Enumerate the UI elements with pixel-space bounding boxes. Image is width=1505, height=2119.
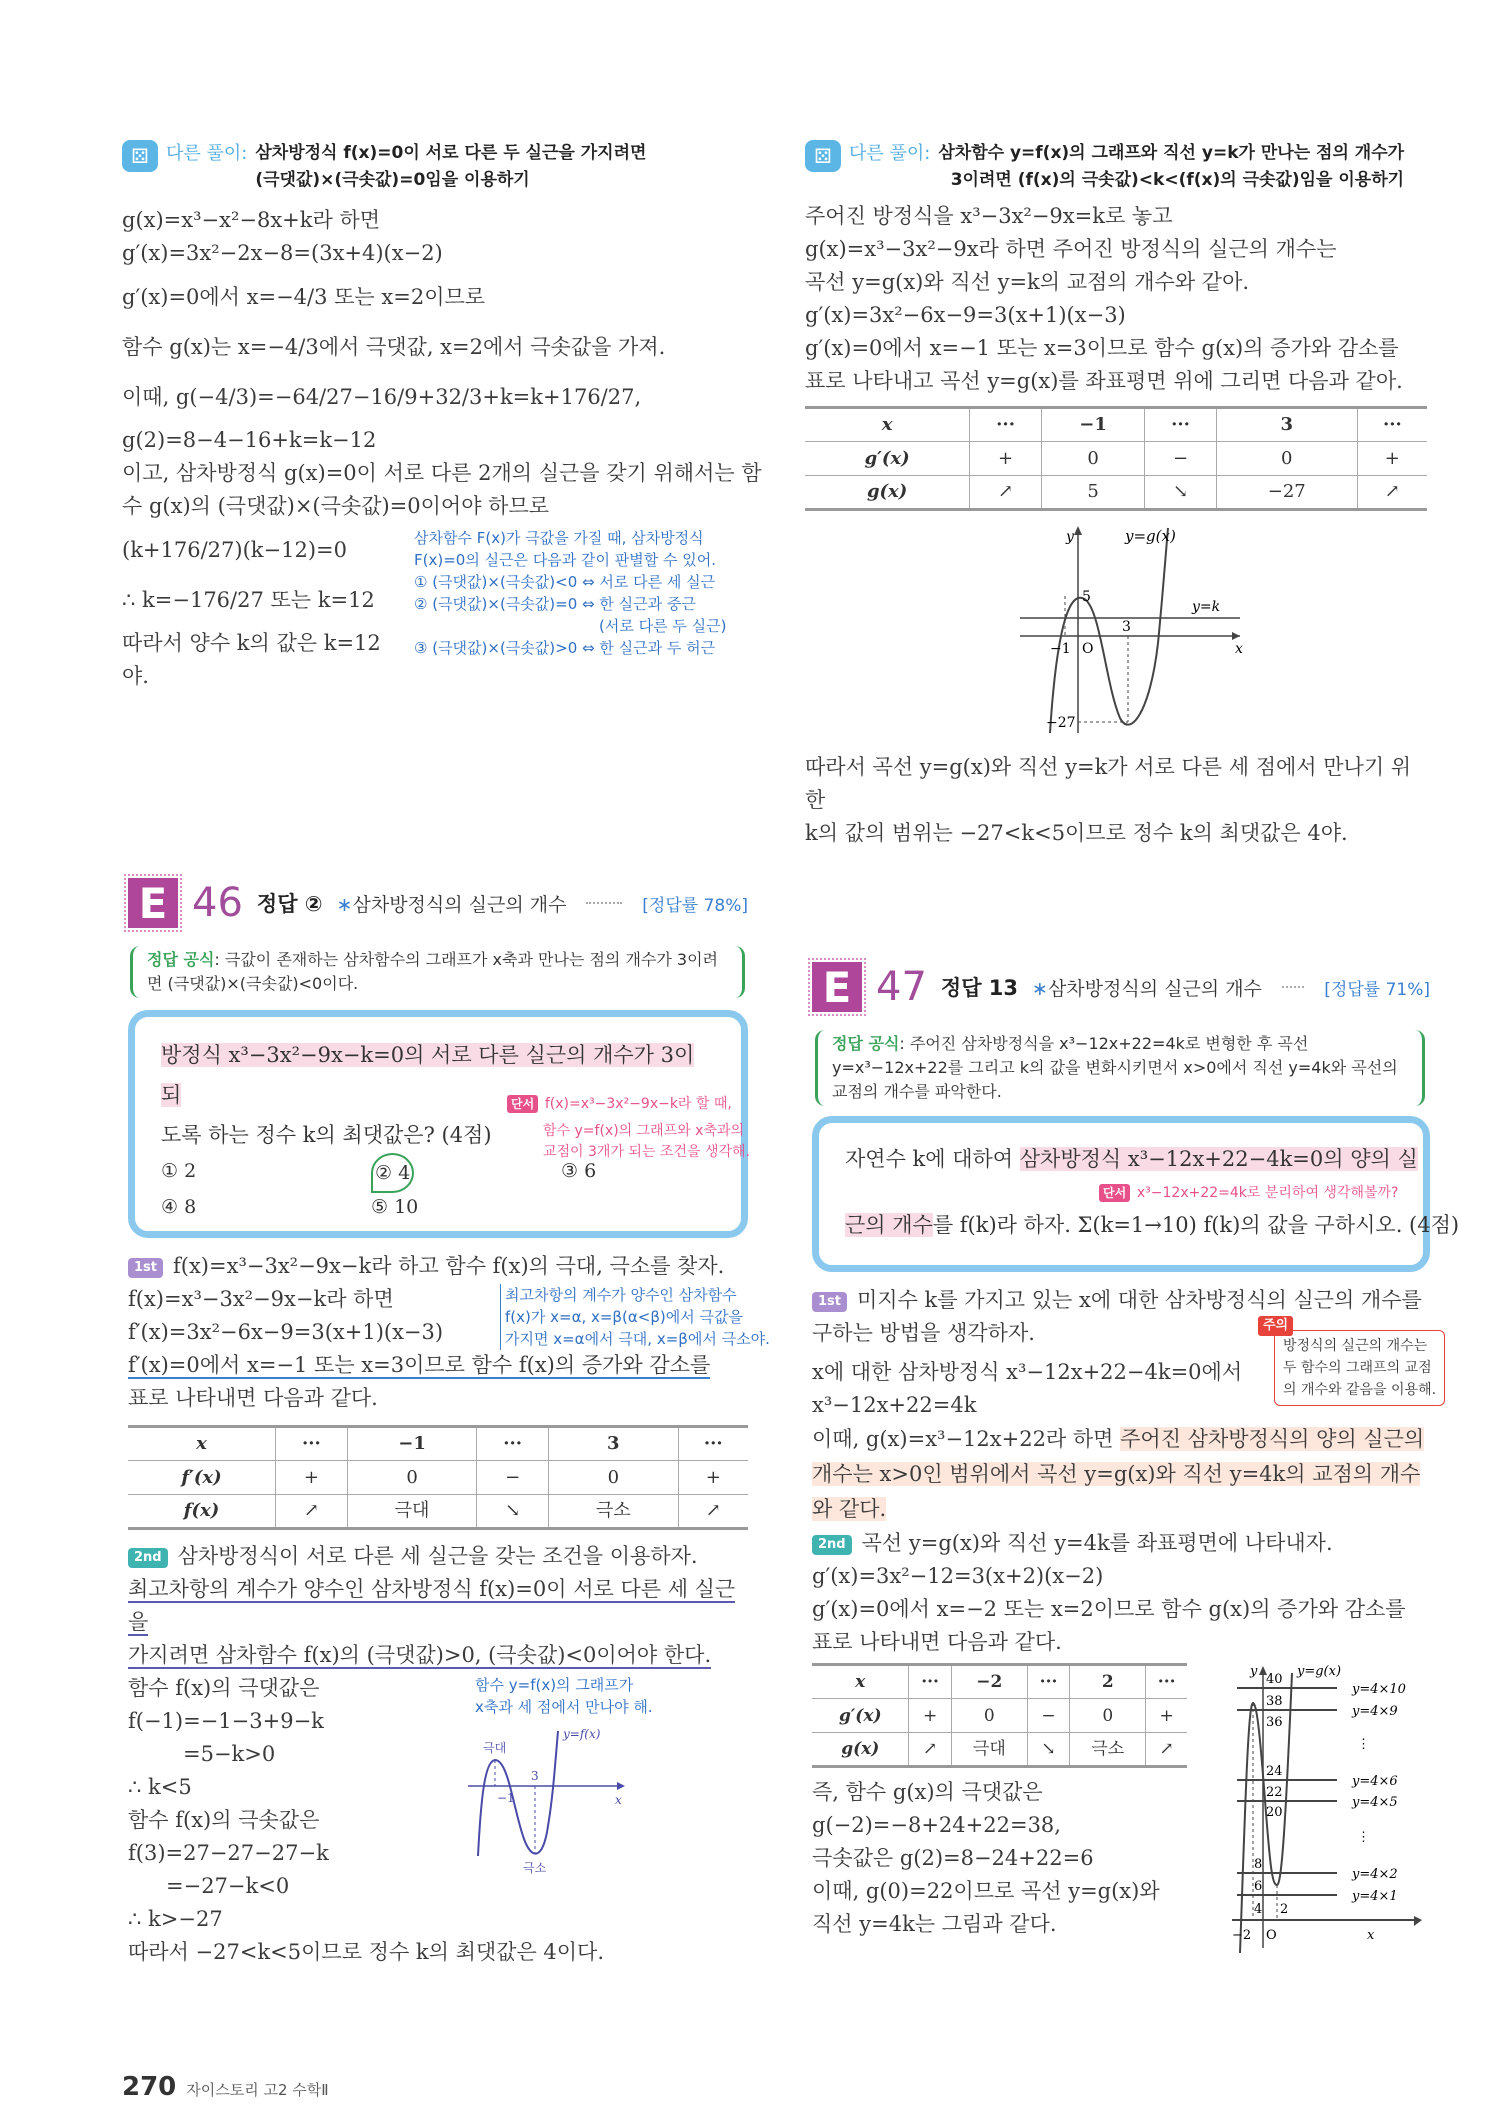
math-line: k의 값의 범위는 −27<k<5이므로 정수 k의 최댓값은 4야. xyxy=(805,821,1348,845)
x-arrow-icon xyxy=(1414,1916,1422,1926)
dotted-leader xyxy=(1282,986,1304,988)
line-label: y=4×2 xyxy=(1352,1867,1398,1882)
line-label: y=4×9 xyxy=(1352,1704,1398,1719)
cell: 0 xyxy=(1070,1699,1146,1733)
math-line: 즉, 함수 g(x)의 극댓값은 xyxy=(812,1780,1043,1804)
cell: ··· xyxy=(1357,408,1427,442)
math-line: 함수 f(x)의 극댓값은 xyxy=(128,1676,320,1700)
variation-table-alt2 xyxy=(805,406,1427,511)
cell: x xyxy=(881,414,893,435)
choice-1[interactable]: ① 2 xyxy=(161,1160,197,1182)
min-label: 극소 xyxy=(523,1861,547,1875)
curve-label: y=g(x) xyxy=(1297,1664,1342,1679)
step-badge: 2nd xyxy=(128,1548,168,1568)
math-line: 따라서 양수 k의 값은 k=12야. xyxy=(122,631,381,688)
curve-label: y=f(x) xyxy=(563,1727,601,1741)
hint-badge: 단서 xyxy=(1099,1184,1130,1202)
q47-step1 xyxy=(812,1284,1437,1527)
math-line: ∴ k<5 xyxy=(128,1775,192,1799)
formula-text: : 주어진 삼차방정식을 x³−12x+22=4k로 변형한 후 곡선 y=x³−12x+22를 그리고 k의 값을 변화시키면서 x>0에서 직선 y=4k와 곡선의 교점의 개수를 파악한다. xyxy=(832,1034,1398,1101)
max-label: 극대 xyxy=(483,1741,507,1755)
caution-text: 의 개수와 같음을 이용해. xyxy=(1283,1382,1437,1398)
cell: + xyxy=(909,1699,951,1733)
cell: ↗ xyxy=(276,1495,348,1529)
origin: O xyxy=(1266,1928,1277,1943)
graph-f-q46 xyxy=(463,1726,633,1876)
cell: g(x) xyxy=(805,476,970,510)
y-label: y xyxy=(1066,529,1074,545)
line-label: y=4×10 xyxy=(1352,1682,1406,1697)
math-line: 수 g(x)의 (극댓값)×(극솟값)=0이어야 하므로 xyxy=(122,494,550,518)
q47-solution xyxy=(812,1284,1437,1953)
choice-4[interactable]: ④ 8 xyxy=(161,1196,197,1218)
curve-g xyxy=(1050,528,1168,733)
alt-title: 삼차방정식 f(x)=0이 서로 다른 두 실근을 가지려면 xyxy=(255,143,647,163)
math-line: g(x)=x³−x²−8x+k라 하면 xyxy=(122,208,381,232)
cell: ↗ xyxy=(909,1733,951,1767)
line-label: y=4×5 xyxy=(1352,1795,1398,1810)
alt-title: (극댓값)×(극솟값)=0임을 이용하기 xyxy=(255,170,530,190)
choice-3[interactable]: ③ 6 xyxy=(561,1160,597,1182)
caution-badge: 주의 xyxy=(1258,1316,1293,1336)
q46-solution xyxy=(128,1250,770,1969)
question-text: 삼차방정식 x³−12x+22−4k=0의 양의 실 xyxy=(1019,1147,1418,1171)
cell: ↗ xyxy=(970,476,1042,510)
cell: 극대 xyxy=(951,1733,1027,1767)
math-line: 직선 y=4k는 그림과 같다. xyxy=(812,1912,1057,1936)
cell: f′(x) xyxy=(128,1461,276,1495)
alt-label: 다른 풀이: xyxy=(166,143,248,164)
tick: 40 xyxy=(1266,1672,1283,1687)
x-label: x xyxy=(1235,641,1243,657)
note-line: 삼차함수 F(x)가 극값을 가질 때, 삼차방정식 xyxy=(414,529,704,547)
q46-step1 xyxy=(128,1250,770,1415)
cell: ↘ xyxy=(477,1495,549,1529)
step-title: 삼차방정식이 서로 다른 세 실근을 갖는 조건을 이용하자. xyxy=(177,1544,698,1568)
cell: ··· xyxy=(1027,1665,1069,1699)
formula-label: 정답 공식 xyxy=(147,950,215,969)
step-badge: 1st xyxy=(812,1292,847,1312)
step-badge: 1st xyxy=(128,1258,163,1278)
math-line: f(−1)=−1−3+9−k xyxy=(128,1709,324,1733)
x-arrow-icon xyxy=(1232,632,1240,640)
q46-question-box xyxy=(128,1010,748,1238)
ellipsis: ⋮ xyxy=(1357,1830,1370,1845)
cell: 0 xyxy=(1216,442,1357,476)
q46-formula xyxy=(130,946,745,998)
math-line: 이때, g(0)=22이므로 곡선 y=g(x)와 xyxy=(812,1879,1160,1903)
math-line: 최고차항의 계수가 양수인 삼차방정식 f(x)=0이 서로 다른 세 실근을 xyxy=(128,1577,736,1634)
math-line: 주어진 방정식을 x³−3x²−9x=k로 놓고 xyxy=(805,204,1173,228)
cell: ··· xyxy=(678,1427,748,1461)
math-line: 함수 g(x)는 x=−4/3에서 극댓값, x=2에서 극솟값을 가져. xyxy=(122,335,666,359)
math-line: 표로 나타내고 곡선 y=g(x)를 좌표평면 위에 그리면 다음과 같아. xyxy=(805,369,1403,393)
cell: −27 xyxy=(1216,476,1357,510)
tick: −2 xyxy=(1232,1928,1252,1943)
question-text: 자연수 k에 대하여 xyxy=(845,1147,1020,1171)
math-line: g(−2)=−8+24+22=38, xyxy=(812,1813,1061,1837)
math-line: 따라서 곡선 y=g(x)와 직선 y=k가 서로 다른 세 점에서 만나기 위한 xyxy=(805,755,1412,812)
q46-header: E 46 정답 ② ∗삼차방정식의 실근의 개수 [정답률 78%] xyxy=(128,878,748,928)
note-line: f(x)가 x=α, x=β(α<β)에서 극값을 xyxy=(505,1308,743,1326)
cell: 0 xyxy=(1041,442,1144,476)
q46-graph-group xyxy=(453,1674,753,1876)
q47-question-box xyxy=(812,1116,1460,1272)
math-line: x에 대한 삼차방정식 x³−12x+22−4k=0에서 xyxy=(812,1360,1243,1384)
line-label: y=4×6 xyxy=(1352,1774,1398,1789)
alt-body-tail xyxy=(122,527,762,693)
page-number: 270 xyxy=(122,2072,177,2102)
x-label: x xyxy=(1367,1928,1375,1943)
cell: 5 xyxy=(1041,476,1144,510)
tick-3: 3 xyxy=(1122,619,1131,635)
note-line: ② (극댓값)×(극솟값)=0 ⇔ 한 실근과 중근 xyxy=(414,595,696,613)
note-line: (서로 다른 두 실근) xyxy=(599,617,727,635)
math-line: g(2)=8−4−16+k=k−12 xyxy=(122,428,377,452)
q46-step2 xyxy=(128,1540,753,1969)
math-line: ∴ k=−176/27 또는 k=12 xyxy=(122,588,375,612)
highlighted-text: 주어진 삼차방정식의 양의 실근의 개수는 x>0인 범위에서 곡선 y=g(x)와 직선 y=4k의 교점의 개수와 같다. xyxy=(812,1427,1425,1521)
cell: 극소 xyxy=(1070,1733,1146,1767)
dotted-leader xyxy=(586,902,622,904)
math-line: g′(x)=3x²−2x−8=(3x+4)(x−2) xyxy=(122,241,443,265)
q47-table-graph-row xyxy=(812,1663,1434,1953)
topic: 삼차방정식의 실근의 개수 xyxy=(352,893,567,916)
correct-rate: [정답률 71%] xyxy=(1324,979,1430,1000)
graph-g-alt2 xyxy=(1010,523,1350,743)
tick-3: 3 xyxy=(531,1769,539,1783)
q47-left xyxy=(812,1663,1192,1953)
cell: ↗ xyxy=(1146,1733,1187,1767)
cell: 3 xyxy=(1216,408,1357,442)
tick: 36 xyxy=(1266,1715,1283,1730)
math-line: f′(x)=0에서 x=−1 또는 x=3이므로 함수 f(x)의 증가와 감소를 xyxy=(128,1353,711,1377)
q47-header: E 47 정답 13 ∗삼차방정식의 실근의 개수 [정답률 71%] xyxy=(812,962,1430,1012)
caution-text: 방정식의 실근의 개수는 xyxy=(1283,1338,1428,1354)
cell: + xyxy=(678,1461,748,1495)
cell: 2 xyxy=(1070,1665,1146,1699)
tick: 6 xyxy=(1254,1879,1263,1894)
cell: 0 xyxy=(347,1461,477,1495)
math-line: f(x)=x³−3x²−9x−k라 하면 xyxy=(128,1287,394,1311)
math-line: g′(x)=0에서 x=−1 또는 x=3이므로 함수 g(x)의 증가와 감소를 xyxy=(805,336,1399,360)
cell: 극소 xyxy=(549,1495,679,1529)
correct-rate: [정답률 78%] xyxy=(642,895,748,916)
y-label: y xyxy=(1250,1664,1258,1679)
question-text: 방정식 x³−3x²−9x−k=0의 서로 다른 실근의 개수가 3이 되 xyxy=(161,1043,695,1107)
note-line: F(x)=0의 실근은 다음과 같이 판별할 수 있어. xyxy=(414,551,717,569)
note-line: 가지면 x=α에서 극대, x=β에서 극소야. xyxy=(505,1330,770,1348)
math-line: =−27−k<0 xyxy=(166,1874,290,1898)
section-badge: E xyxy=(812,962,862,1012)
tick-neg1: −1 xyxy=(497,1791,515,1805)
q46-hint xyxy=(507,1081,750,1163)
alt-title: 삼차함수 y=f(x)의 그래프와 직선 y=k가 만나는 점의 개수가 xyxy=(938,143,1405,163)
cell: + xyxy=(970,442,1042,476)
question-text: 근의 개수 xyxy=(845,1213,933,1237)
cell: f(x) xyxy=(128,1495,276,1529)
math-line: 이때, g(−4/3)=−64/27−16/9+32/3+k=k+176/27, xyxy=(122,385,642,409)
q47-formula xyxy=(815,1030,1425,1106)
curve-label: y=g(x) xyxy=(1125,527,1176,545)
note-extrema xyxy=(500,1284,770,1350)
math-line: =5−k>0 xyxy=(183,1742,276,1766)
math-line: ∴ k>−27 xyxy=(128,1907,223,1931)
cell: x xyxy=(196,1433,207,1454)
math-line: g(x)=x³−3x²−9x라 하면 주어진 방정식의 실근의 개수는 xyxy=(805,237,1337,261)
variation-table-q46 xyxy=(128,1425,748,1530)
question-text: 도록 하는 정수 k의 최댓값은? (4점) xyxy=(161,1123,492,1147)
graph-g-q47 xyxy=(1152,1663,1442,1953)
cell: ··· xyxy=(276,1427,348,1461)
alt-solution-2 xyxy=(805,140,1430,850)
choice-2-selected[interactable]: ② 4 xyxy=(371,1153,414,1193)
origin: O xyxy=(1082,641,1094,657)
math-line: g′(x)=3x²−6x−9=3(x+1)(x−3) xyxy=(805,303,1126,327)
tick-neg27: −27 xyxy=(1046,715,1076,731)
q47-step2-after xyxy=(812,1776,1192,1941)
note-discriminant xyxy=(414,527,726,659)
cell: + xyxy=(1146,1699,1187,1733)
y-arrow-icon xyxy=(1074,526,1082,535)
cell: ··· xyxy=(1146,1665,1187,1699)
math-line: 함수 f(x)의 극솟값은 xyxy=(128,1808,320,1832)
tick-5: 5 xyxy=(1082,589,1091,605)
variation-table-q47 xyxy=(812,1663,1187,1768)
page-footer xyxy=(122,2072,329,2102)
caution-callout xyxy=(1263,1318,1445,1406)
cell: 3 xyxy=(549,1427,679,1461)
book-title: 자이스토리 고2 수학Ⅱ xyxy=(186,2081,329,2099)
alt-solution-1 xyxy=(122,140,762,693)
cell: − xyxy=(1027,1699,1069,1733)
topic: 삼차방정식의 실근의 개수 xyxy=(1047,977,1262,1000)
dice-icon: ⚄ xyxy=(805,140,841,172)
math-line: x³−12x+22=4k xyxy=(812,1393,977,1417)
answer: 정답 ② xyxy=(256,892,323,916)
note-line: ① (극댓값)×(극솟값)<0 ⇔ 서로 다른 세 실근 xyxy=(414,573,716,591)
cell: ··· xyxy=(909,1665,951,1699)
step-title: f(x)=x³−3x²−9x−k라 하고 함수 f(x)의 극대, 극소를 찾자. xyxy=(173,1254,725,1278)
note-line: 최고차항의 계수가 양수인 삼차함수 xyxy=(505,1286,737,1304)
math-line: 이고, 삼차방정식 g(x)=0이 서로 다른 2개의 실근을 갖기 위해서는 함 xyxy=(122,461,762,485)
q47-step2 xyxy=(812,1527,1434,1659)
cell: −1 xyxy=(1041,408,1144,442)
cell: g′(x) xyxy=(812,1699,909,1733)
math-line: (k+176/27)(k−12)=0 xyxy=(122,538,347,562)
hint-text: f(x)=x³−3x²−9x−k라 할 때, xyxy=(544,1096,732,1112)
tick: 8 xyxy=(1254,1857,1263,1872)
caution-text: 두 함수의 그래프의 교점 xyxy=(1283,1360,1432,1376)
cell: g′(x) xyxy=(805,442,970,476)
answer: 정답 13 xyxy=(940,976,1019,1000)
step-title: 곡선 y=g(x)와 직선 y=4k를 좌표평면에 나타내자. xyxy=(861,1531,1333,1555)
cell: 0 xyxy=(951,1699,1027,1733)
x-arrow-icon xyxy=(617,1782,625,1790)
hint-badge: 단서 xyxy=(507,1095,538,1113)
alt-label: 다른 풀이: xyxy=(849,143,931,164)
tick-neg1: −1 xyxy=(1050,641,1071,657)
math-line: 극솟값은 g(2)=8−24+22=6 xyxy=(812,1846,1094,1870)
step-title: 미지수 k를 가지고 있는 x에 대한 삼차방정식의 실근의 개수를 구하는 방법을 생각하자. xyxy=(812,1288,1422,1345)
math-line: 따라서 −27<k<5이므로 정수 k의 최댓값은 4이다. xyxy=(128,1940,605,1964)
alt-body xyxy=(805,200,1430,398)
q47-hint xyxy=(1099,1180,1398,1204)
note-line: 함수 y=f(x)의 그래프가 xyxy=(475,1676,634,1694)
tick: 20 xyxy=(1266,1805,1283,1820)
note-line: ③ (극댓값)×(극솟값)>0 ⇔ 한 실근과 두 허근 xyxy=(414,639,716,657)
question-text: 를 f(k)라 하자. Σ(k=1→10) f(k)의 값을 구하시오. (4점) xyxy=(932,1213,1460,1237)
tick: 22 xyxy=(1266,1785,1283,1800)
math-line: 이때, g(x)=x³−12x+22라 하면 xyxy=(812,1427,1121,1451)
cell: −1 xyxy=(347,1427,477,1461)
section-badge: E xyxy=(128,878,178,928)
cell: ↗ xyxy=(1357,476,1427,510)
math-line: 표로 나타내면 다음과 같다. xyxy=(128,1386,378,1410)
alt-body xyxy=(122,204,762,693)
cell: −2 xyxy=(951,1665,1027,1699)
cell: 극대 xyxy=(347,1495,477,1529)
cell: ↘ xyxy=(1027,1733,1069,1767)
math-line: g′(x)=3x²−12=3(x+2)(x−2) xyxy=(812,1564,1104,1588)
note-line: x축과 세 점에서 만나야 해. xyxy=(475,1698,653,1716)
cell: + xyxy=(1357,442,1427,476)
line-label: y=k xyxy=(1192,599,1221,615)
math-line: f(3)=27−27−27−k xyxy=(128,1841,329,1865)
dice-icon: ⚄ xyxy=(122,140,158,172)
cell: 0 xyxy=(549,1461,679,1495)
formula-text: : 극값이 존재하는 삼차함수의 그래프가 x축과 만나는 점의 개수가 3이려면 (극댓값)×(극솟값)<0이다. xyxy=(147,950,718,993)
hint-text: 교점이 3개가 되는 조건을 생각해. xyxy=(543,1144,750,1160)
math-line: g′(x)=0에서 x=−2 또는 x=2이므로 함수 g(x)의 증가와 감소를 xyxy=(812,1597,1406,1621)
cell: ··· xyxy=(970,408,1042,442)
hint-text: x³−12x+22=4k로 분리하여 생각해볼까? xyxy=(1136,1185,1399,1201)
cell: + xyxy=(276,1461,348,1495)
tick: 2 xyxy=(1280,1902,1289,1917)
step-badge: 2nd xyxy=(812,1535,852,1555)
math-line: 가지려면 삼차함수 f(x)의 (극댓값)>0, (극솟값)<0이어야 한다. xyxy=(128,1643,712,1667)
tick: 38 xyxy=(1266,1694,1283,1709)
cell: − xyxy=(1145,442,1217,476)
x-label: x xyxy=(615,1793,622,1807)
cell: − xyxy=(477,1461,549,1495)
choice-5[interactable]: ⑤ 10 xyxy=(371,1196,419,1218)
math-line: g′(x)=0에서 x=−4/3 또는 x=2이므로 xyxy=(122,285,486,309)
hint-text: 함수 y=f(x)의 그래프와 x축과의 xyxy=(543,1123,745,1139)
step1-lines xyxy=(812,1318,1437,1422)
cell: ··· xyxy=(1145,408,1217,442)
line-label: y=4×1 xyxy=(1352,1889,1398,1904)
math-line: 표로 나타내면 다음과 같다. xyxy=(812,1630,1062,1654)
cell: ↘ xyxy=(1145,476,1217,510)
alt-title: 3이려면 (f(x)의 극솟값)<k<(f(x)의 극솟값)임을 이용하기 xyxy=(950,170,1405,190)
cell: ↗ xyxy=(678,1495,748,1529)
math-line: 곡선 y=g(x)와 직선 y=k의 교점의 개수와 같아. xyxy=(805,270,1250,294)
question-number: 47 xyxy=(876,964,927,1010)
tick: 24 xyxy=(1266,1764,1283,1779)
cell: g(x) xyxy=(812,1733,909,1767)
tick: 4 xyxy=(1254,1902,1263,1917)
cell: ··· xyxy=(477,1427,549,1461)
question-number: 46 xyxy=(192,880,243,926)
ellipsis: ⋮ xyxy=(1357,1737,1370,1752)
alt2-conclusion xyxy=(805,751,1430,850)
formula-label: 정답 공식 xyxy=(832,1034,900,1053)
math-line: f′(x)=3x²−6x−9=3(x+1)(x−3) xyxy=(128,1320,444,1344)
cell: x xyxy=(855,1672,866,1692)
